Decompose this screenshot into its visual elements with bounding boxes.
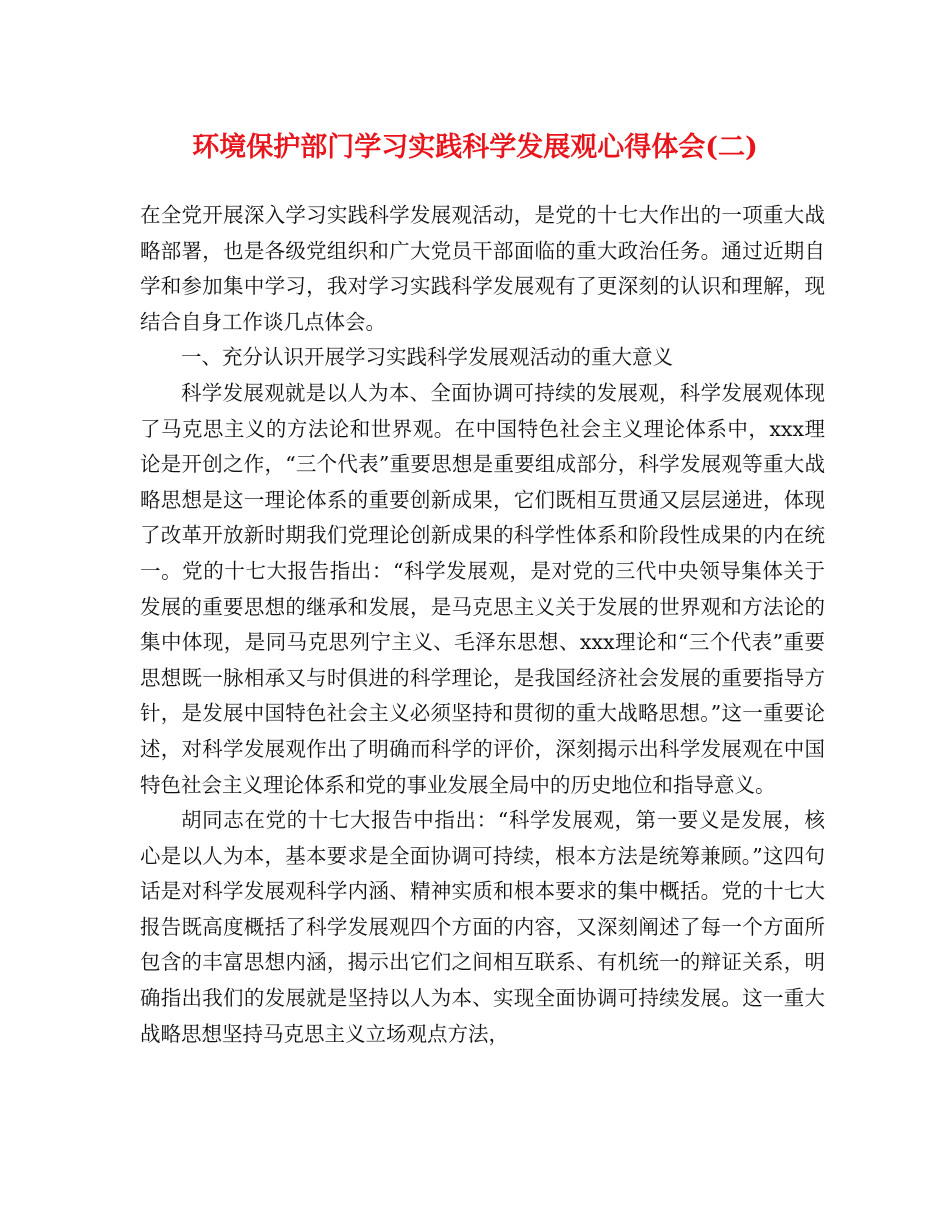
paragraph-intro: 在全党开展深入学习实践科学发展观活动，是党的十七大作出的一项重大战略部署，也是各级党组织和广大党员干部面临的重大政治任务。通过近期自学和参加集中学习，我对学习实践科学发展观有了更深刻的认识和理解，现结合自身工作谈几点体会。 bbox=[140, 203, 825, 334]
document-body bbox=[140, 198, 825, 1052]
paragraph: 胡同志在党的十七大报告中指出：“科学发展观，第一要义是发展，核心是以人为本，基本要求是全面协调可持续，根本方法是统筹兼顾。”这四句话是对科学发展观科学内涵、精神实质和根本要求的集中概括。党的十七大报告既高度概括了科学发展观四个方面的内容，又深刻阐述了每一个方面所包含的丰富思想内涵，揭示出它们之间相互联系、有机统一的辩证关系，明确指出我们的发展就是坚持以人为本、实现全面协调可持续发展。这一重大战略思想坚持马克思主义立场观点方法， bbox=[140, 808, 825, 1046]
paragraph: 科学发展观就是以人为本、全面协调可持续的发展观，科学发展观体现了马克思主义的方法论和世界观。在中国特色社会主义理论体系中，xxx理论是开创之作，“三个代表”重要思想是重要组成部分，科学发展观等重大战略思想是这一理论体系的重要创新成果，它们既相互贯通又层层递进，体现了改革开放新时期我们党理论创新成果的科学性体系和阶段性成果的内在统一。党的十七大报告指出：“科学发展观，是对党的三代中央领导集体关于发展的重要思想的继承和发展，是马克思主义关于发展的世界观和方法论的集中体现，是同马克思列宁主义、毛泽东思想、xxx理论和“三个代表”重要思想既一脉相承又与时俱进的科学理论，是我国经济社会发展的重要指导方针，是发展中国特色社会主义必须坚持和贯彻的重大战略思想。”这一重要论述，对科学发展观作出了明确而科学的评价，深刻揭示出科学发展观在中国特色社会主义理论体系和党的事业发展全局中的历史地位和指导意义。 bbox=[140, 380, 825, 797]
document-title: 环境保护部门学习实践科学发展观心得体会(二) bbox=[192, 132, 758, 163]
section-heading: 一、充分认识开展学习实践科学发展观活动的重大意义 bbox=[181, 345, 673, 370]
